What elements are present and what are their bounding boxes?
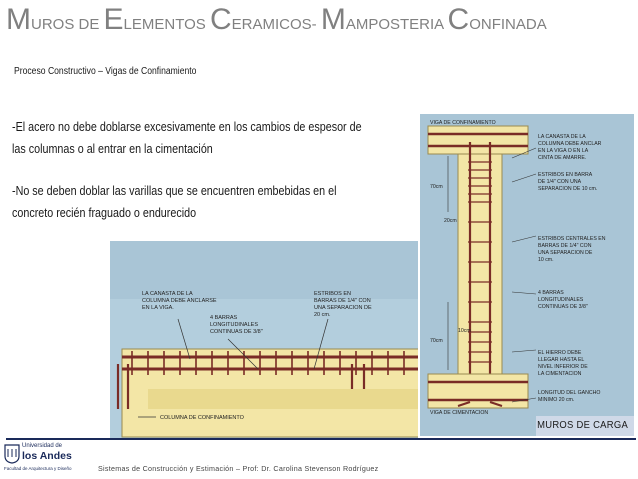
label-dim-70-bottom: 70cm (430, 338, 443, 344)
label-estribos-ext-2: DE 1/4" CON UNA (538, 179, 582, 185)
label-gancho-2: MINIMO 20 cm. (538, 397, 575, 403)
label-canasta-2: COLUMNA DEBE ANCLARSE (142, 298, 217, 304)
label-canasta-1: LA CANASTA DE LA (142, 291, 193, 297)
label-estribos-2: BARRAS DE 1/4" CON (314, 298, 371, 304)
label-barras-r-2: LONGITUDINALES (538, 297, 584, 303)
label-barras-r-1: 4 BARRAS (538, 290, 564, 296)
label-columna: COLUMNA DE CONFINAMIENTO (160, 415, 244, 421)
label-hierro-3: NIVEL INFERIOR DE (538, 364, 588, 370)
label-barras-r-3: CONTINUAS DE 3/8" (538, 304, 588, 310)
shield-icon (4, 444, 20, 464)
label-barras-3: CONTINUAS DE 3/8" (210, 329, 263, 335)
paragraph-acero: -El acero no debe doblarse excesivamente en los cambios de espesor de las columnas o al entrar en la cimentación (12, 120, 362, 156)
label-canasta-r-2: COLUMNA DEBE ANCLAR (538, 141, 602, 147)
label-canasta-3: EN LA VIGA. (142, 305, 174, 311)
label-hierro-1: EL HIERRO DEBE (538, 350, 582, 356)
university-logo (4, 443, 84, 477)
label-estribos-4: 20 cm. (314, 312, 331, 318)
footer-divider (6, 438, 636, 440)
title-word-1: MUROS DE (6, 3, 104, 36)
label-viga-confinamiento: VIGA DE CONFINAMIENTO (430, 120, 496, 126)
label-canasta-r-3: EN LA VIGA O EN LA (538, 148, 589, 154)
label-estribos-ext-3: SEPARACION DE 10 cm. (538, 186, 598, 192)
figure-column-elevation (418, 112, 636, 438)
label-hierro-2: LLEGAR HASTA EL (538, 357, 585, 363)
label-estribos-1: ESTRIBOS EN (314, 291, 351, 297)
paragraph-varillas: -No se deben doblar las varillas que se encuentren embebidas en el concreto recién fraguado o endurecido (12, 184, 337, 220)
slide-subtitle: Proceso Constructivo – Vigas de Confinamiento (14, 66, 197, 77)
figure-beam-anchorage (108, 239, 430, 441)
logo-line-1: Universidad de (22, 443, 63, 449)
label-estribos-3: UNA SEPARACION DE (314, 305, 372, 311)
label-estribos-cen-3: UNA SEPARACION DE (538, 250, 593, 256)
label-estribos-cen-1: ESTRIBOS CENTRALES EN (538, 236, 606, 242)
title-word-4: MAMPOSTERIA (320, 3, 448, 36)
footer-text: Sistemas de Construcción y Estimación – Prof: Dr. Carolina Stevenson Rodríguez (98, 464, 379, 473)
label-barras-1: 4 BARRAS (210, 315, 238, 321)
label-hierro-4: LA CIMENTACION (538, 371, 582, 377)
label-barras-2: LONGITUDINALES (210, 322, 258, 328)
logo-line-3: Facultad de Arquitectura y Diseño (4, 466, 72, 471)
label-dim-10: 10cm (458, 328, 471, 334)
slide-title (6, 4, 636, 36)
title-word-5: CONFINADA (447, 3, 547, 36)
section-badge (536, 416, 634, 436)
figure-column-drawing (418, 112, 636, 438)
logo-line-2: los Andes (22, 450, 72, 462)
label-estribos-cen-2: BARRAS DE 1/4" CON (538, 243, 592, 249)
title-word-3: CERAMICOS- (209, 3, 321, 36)
title-word-2: ELEMENTOS (103, 3, 210, 36)
label-canasta-r-1: LA CANASTA DE LA (538, 134, 586, 140)
section-badge-label: MUROS DE CARGA (537, 419, 628, 431)
figure-beam-drawing (108, 239, 430, 441)
label-estribos-cen-4: 10 cm. (538, 257, 554, 263)
label-viga-cimentacion: VIGA DE CIMENTACION (430, 410, 489, 416)
label-estribos-ext-1: ESTRIBOS EN BARRA (538, 172, 593, 178)
label-dim-20: 20cm (444, 218, 457, 224)
label-gancho-1: LONGITUD DEL GANCHO (538, 390, 601, 396)
label-canasta-r-4: CINTA DE AMARRE. (538, 155, 587, 161)
label-dim-70-top: 70cm (430, 184, 443, 190)
